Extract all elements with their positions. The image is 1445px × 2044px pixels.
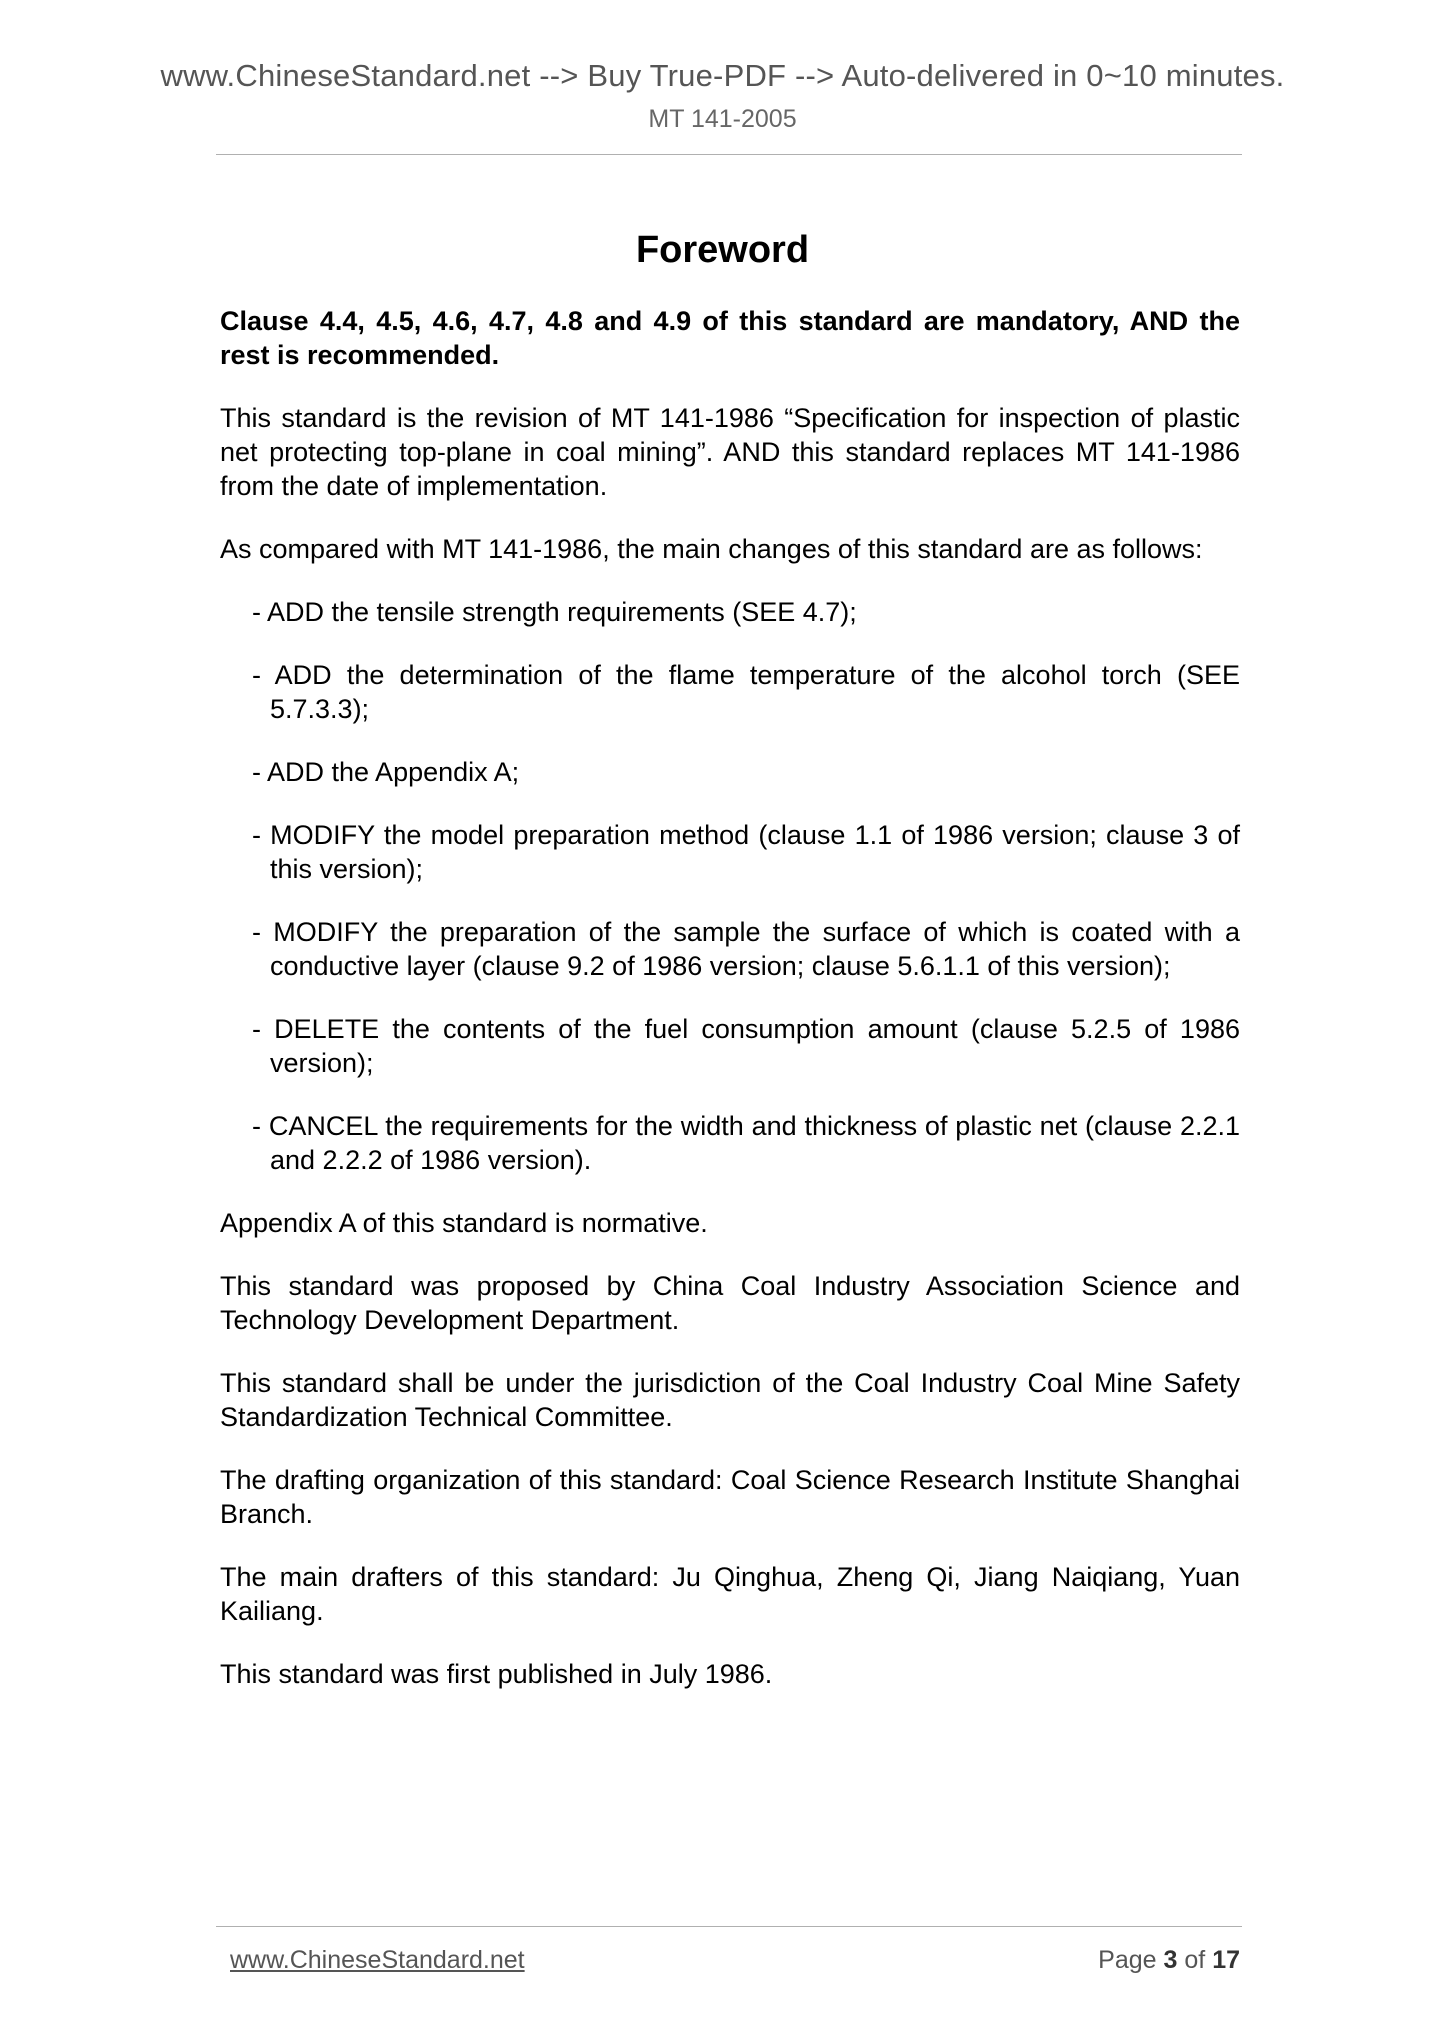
header-banner: www.ChineseStandard.net --> Buy True-PDF --> Auto-delivered in 0~10 minutes. <box>160 58 1285 93</box>
changes-intro-paragraph: As compared with MT 141-1986, the main changes of this standard are as follows: <box>220 534 1203 564</box>
proposer-paragraph: This standard was proposed by China Coal Industry Association Science and Technology Development Department. <box>220 1271 1240 1335</box>
mandatory-clause-statement: Clause 4.4, 4.5, 4.6, 4.7, 4.8 and 4.9 of this standard are mandatory, AND the rest is recommended. <box>220 306 1240 370</box>
page-word: Page <box>1098 1946 1157 1974</box>
page-current-number: 3 <box>1163 1946 1178 1974</box>
list-item: - ADD the determination of the flame temperature of the alcohol torch (SEE 5.7.3.3); <box>252 660 1240 724</box>
list-item: - ADD the Appendix A; <box>252 757 520 787</box>
page-title: Foreword <box>635 229 810 271</box>
page-total-number: 17 <box>1212 1946 1240 1974</box>
footer-divider <box>216 1926 1242 1927</box>
list-item: - DELETE the contents of the fuel consumption amount (clause 5.2.5 of 1986 version); <box>252 1014 1240 1078</box>
first-published-paragraph: This standard was first published in July 1986. <box>220 1659 773 1689</box>
drafting-organization-paragraph: The drafting organization of this standard: Coal Science Research Institute Shanghai Branch. <box>220 1465 1240 1529</box>
standard-code: MT 141-2005 <box>648 105 797 133</box>
foreword-body <box>220 304 1240 1720</box>
footer-website-link[interactable]: www.ChineseStandard.net <box>230 1946 525 1974</box>
jurisdiction-paragraph: This standard shall be under the jurisdiction of the Coal Industry Coal Mine Safety Standardization Technical Committee. <box>220 1368 1240 1432</box>
list-item: - MODIFY the model preparation method (clause 1.1 of 1986 version; clause 3 of this version); <box>252 820 1240 884</box>
page-indicator <box>1098 1946 1240 1975</box>
of-word: of <box>1184 1946 1206 1974</box>
list-item: - MODIFY the preparation of the sample the surface of which is coated with a conductive layer (clause 9.2 of 1986 version; clause 5.6.1.1 of this version); <box>252 917 1240 981</box>
revision-paragraph: This standard is the revision of MT 141-1986 “Specification for inspection of plastic net protecting top-plane in coal mining”. AND this standard replaces MT 141-1986 from the date of implementation. <box>220 403 1240 501</box>
list-item: - CANCEL the requirements for the width and thickness of plastic net (clause 2.2.1 and 2.2.2 of 1986 version). <box>252 1111 1240 1175</box>
drafters-paragraph: The main drafters of this standard: Ju Qinghua, Zheng Qi, Jiang Naiqiang, Yuan Kailiang. <box>220 1562 1240 1626</box>
appendix-paragraph: Appendix A of this standard is normative. <box>220 1208 708 1238</box>
list-item: - ADD the tensile strength requirements (SEE 4.7); <box>252 597 857 627</box>
header-divider <box>216 154 1242 155</box>
changes-list <box>220 595 1240 1177</box>
